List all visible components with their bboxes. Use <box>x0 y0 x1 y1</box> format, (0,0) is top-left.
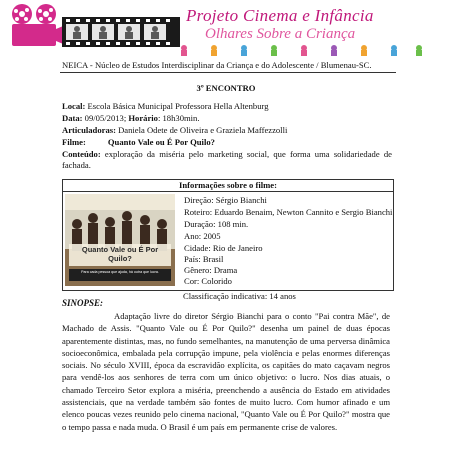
spec-director: Direção: Sérgio Bianchi <box>184 195 267 205</box>
spec-year: Ano: 2005 <box>184 231 221 241</box>
poster-title-text: Quanto Vale ou É Por Quilo? <box>81 245 159 263</box>
local-label: Local: <box>62 101 86 111</box>
meeting-number: 3º ENCONTRO <box>196 83 256 93</box>
spec-city: Cidade: Rio de Janeiro <box>184 243 263 253</box>
content-line <box>62 149 392 171</box>
film-line <box>62 137 215 147</box>
spec-screenplay: Roteiro: Eduardo Benaim, Newton Cannito e Sergio Bianchi <box>184 207 393 217</box>
content-label: Conteúdo: <box>62 149 101 159</box>
synopsis-heading: SINOPSE: <box>62 298 104 308</box>
spec-genre: Gênero: Drama <box>184 265 238 275</box>
divider-top <box>60 72 396 73</box>
film-info-heading: Informações sobre o filme: <box>63 180 393 192</box>
time-label: Horário <box>128 113 158 123</box>
header-banner <box>0 0 452 56</box>
poster-tagline-text: Para cada pessoa que ajuda, há outra que lucra. <box>81 270 159 274</box>
synopsis-paragraph <box>62 310 390 433</box>
date-value: 09/05/2013; <box>82 113 129 123</box>
spec-color: Cor: Colorido <box>184 276 232 286</box>
coordinators-label: Articuladoras: <box>62 125 116 135</box>
date-line <box>62 113 200 123</box>
date-label: Data: <box>62 113 83 123</box>
coordinators-value: Daniela Odete de Oliveira e Graziela Maffezzolli <box>115 125 288 135</box>
spec-country: País: Brasil <box>184 254 224 264</box>
project-title: Projeto Cinema e Infância <box>186 6 374 25</box>
children-illustration <box>174 44 424 56</box>
local-line <box>62 101 269 111</box>
film-info-box <box>62 179 394 291</box>
synopsis-text: Adaptação livre do diretor Sérgio Bianchi para o conto "Pai contra Mãe", de Machado de Assis. "Quanto Vale ou É Por Quilo?" desenha um painel de duas épocas aparentemente distintas, mas, no fundo semelhantes, na manutenção de uma perversa dinâmica socioeconômica, embalada pela corrupção impune, pela violência e pelas enormes diferenças sociais. No século XVIII, época da escravidão explícita, os capitães do mato caçavam negros para vendê-los aos senhores de terra com um único objetivo: o lucro. Nos dias atuais, o chamado Terceiro Setor explora a miséria, preenchendo a ausência do Estado em atividades assistenciais, que na verdade também são fontes de muito lucro. Com humor afinado e um elenco poucas vezes reunido pelo cinema nacional, "Quanto Vale ou É Por Quilo?" mostra que o tempo passa e nada muda. O Brasil é um país em permanente crise de valores. <box>62 311 390 432</box>
film-value: Quanto Vale ou É Por Quilo? <box>107 137 215 147</box>
local-value: Escola Básica Municipal Professora Hella Altenburg <box>85 101 269 111</box>
coordinators-line <box>62 125 287 135</box>
spec-rating: Classificação indicativa: 14 anos <box>183 291 296 301</box>
film-label: Filme: <box>62 137 86 147</box>
spec-duration: Duração: 108 min. <box>184 219 249 229</box>
project-subtitle: Olhares Sobre a Criança <box>205 26 356 42</box>
film-camera-logo <box>0 0 180 56</box>
institution-line: NEICA - Núcleo de Estudos Interdisciplinar da Criança e do Adolescente / Blumenau-SC. <box>62 60 372 70</box>
content-value: exploração da miséria pelo marketing social, que forma uma solidariedade de fachada. <box>62 149 392 170</box>
time-value: : 18h30min. <box>157 113 200 123</box>
